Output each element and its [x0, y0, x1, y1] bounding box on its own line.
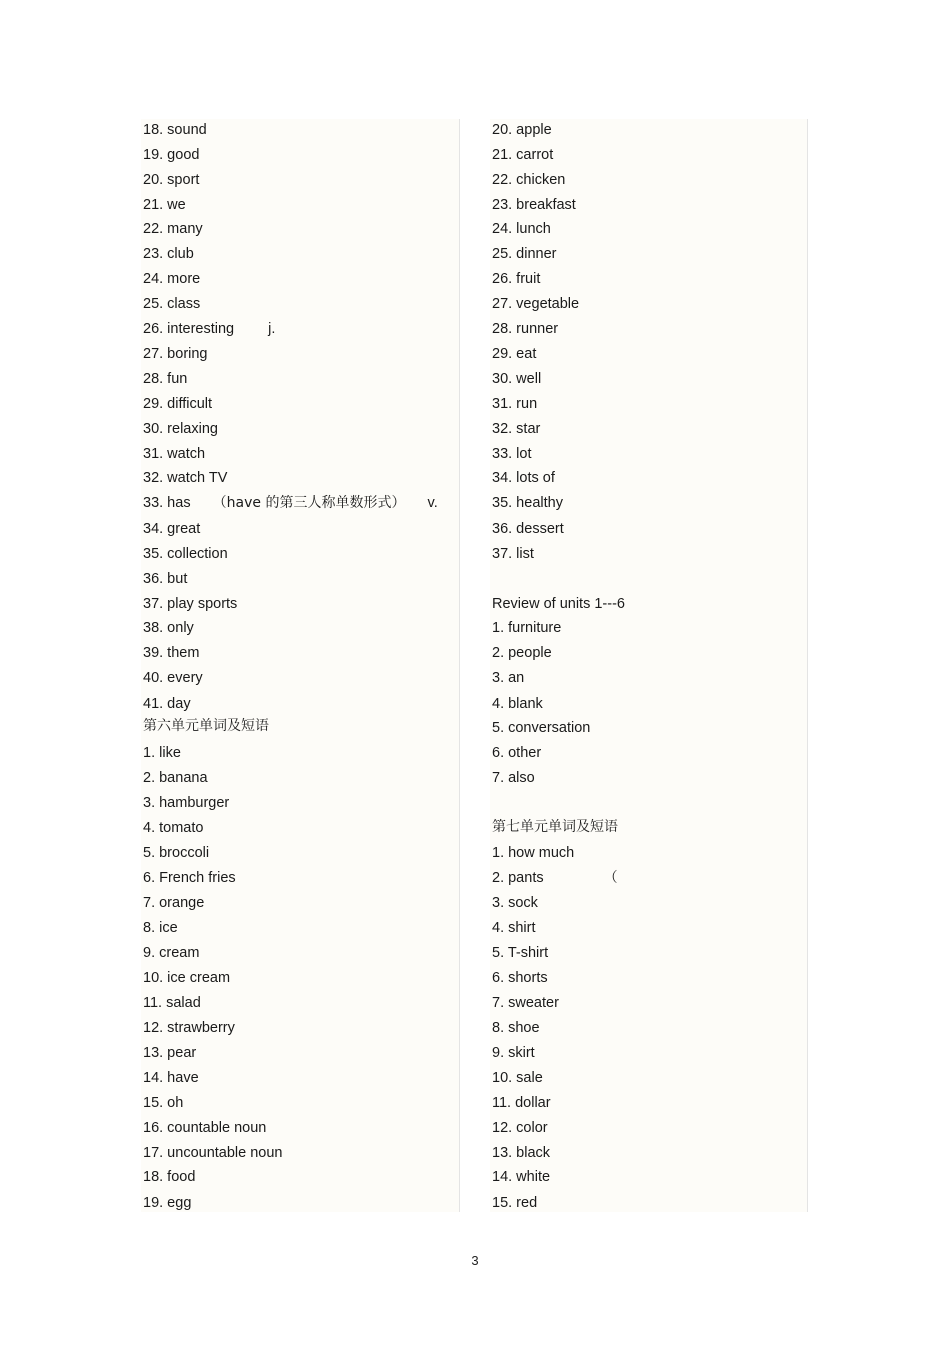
vocab-item: 23. club — [143, 246, 194, 262]
grammar-note: （ — [603, 870, 618, 886]
vocab-item: 41. day — [143, 696, 191, 712]
vocab-item: 27. boring — [143, 346, 208, 362]
vocab-item: 8. ice — [143, 920, 178, 936]
vocab-item: 36. dessert — [492, 521, 564, 537]
vocab-item: 39. them — [143, 645, 200, 661]
vocab-item: 19. egg — [143, 1195, 192, 1211]
vocab-item: 1. like — [143, 745, 181, 761]
vocab-item — [492, 869, 618, 887]
vocab-item: 16. countable noun — [143, 1120, 267, 1136]
vocab-item: 34. lots of — [492, 470, 555, 486]
vocab-item: 23. breakfast — [492, 197, 576, 213]
vocab-item — [143, 494, 438, 512]
vocab-item: 27. vegetable — [492, 296, 580, 312]
vocab-item: 11. dollar — [492, 1095, 551, 1111]
vocab-item: 15. oh — [143, 1095, 184, 1111]
vocab-item: 2. banana — [143, 770, 208, 786]
vocab-item: 5. broccoli — [143, 845, 210, 861]
vocab-word: 2. pants — [492, 870, 544, 886]
vocab-item: 33. lot — [492, 446, 532, 462]
unit-7-heading: 第七单元单词及短语 — [492, 819, 618, 835]
vocab-item: 17. uncountable noun — [143, 1145, 283, 1161]
vocab-item: 14. white — [492, 1169, 551, 1185]
vocab-item: 8. shoe — [492, 1020, 540, 1036]
vocab-item: 22. chicken — [492, 172, 566, 188]
vocab-item: 3. sock — [492, 895, 538, 911]
vocab-item: 34. great — [143, 521, 201, 537]
vocab-item: 5. T-shirt — [492, 945, 549, 961]
vocab-item: 3. hamburger — [143, 795, 230, 811]
unit-6-heading: 第六单元单词及短语 — [143, 718, 269, 734]
vocab-word: 33. has — [143, 495, 191, 511]
vocab-item: 6. shorts — [492, 970, 548, 986]
vocab-item: 19. good — [143, 147, 200, 163]
left-column — [141, 119, 460, 1212]
vocab-item: 31. run — [492, 396, 538, 412]
vocab-item: 7. orange — [143, 895, 205, 911]
vocab-item: 30. well — [492, 371, 542, 387]
vocab-item: 24. more — [143, 271, 201, 287]
vocab-item: 14. have — [143, 1070, 199, 1086]
vocab-item: 32. watch TV — [143, 470, 228, 486]
vocab-item: 3. an — [492, 670, 525, 686]
vocab-item: 24. lunch — [492, 221, 551, 237]
vocab-item: 28. fun — [143, 371, 188, 387]
vocab-item: 7. sweater — [492, 995, 559, 1011]
vocab-item: 32. star — [492, 421, 541, 437]
vocab-item: 37. list — [492, 546, 534, 562]
review-heading: Review of units 1---6 — [492, 596, 625, 612]
vocab-item: 2. people — [492, 645, 552, 661]
vocab-item: 13. black — [492, 1145, 551, 1161]
vocab-item: 21. carrot — [492, 147, 554, 163]
part-of-speech: j. — [268, 321, 276, 337]
vocab-item: 6. French fries — [143, 870, 236, 886]
vocab-item: 9. skirt — [492, 1045, 535, 1061]
vocab-item: 20. sport — [143, 172, 200, 188]
vocab-item: 6. other — [492, 745, 542, 761]
vocab-item — [143, 320, 275, 338]
vocab-item: 21. we — [143, 197, 186, 213]
vocab-item: 40. every — [143, 670, 203, 686]
vocab-item: 38. only — [143, 620, 194, 636]
vocab-item: 29. eat — [492, 346, 537, 362]
right-column — [490, 119, 808, 1212]
vocab-item: 20. apple — [492, 122, 552, 138]
vocab-item: 12. color — [492, 1120, 548, 1136]
vocab-item: 30. relaxing — [143, 421, 218, 437]
vocab-item: 31. watch — [143, 446, 206, 462]
vocab-item: 10. ice cream — [143, 970, 231, 986]
vocab-item: 15. red — [492, 1195, 538, 1211]
vocab-word: 26. interesting — [143, 321, 235, 337]
vocab-item: 12. strawberry — [143, 1020, 235, 1036]
vocab-item: 28. runner — [492, 321, 559, 337]
vocab-item: 18. food — [143, 1169, 196, 1185]
page-number: 3 — [471, 1253, 479, 1268]
vocab-item: 9. cream — [143, 945, 200, 961]
vocab-item: 4. tomato — [143, 820, 204, 836]
vocab-item: 4. shirt — [492, 920, 536, 936]
vocab-item: 35. collection — [143, 546, 228, 562]
vocab-item: 10. sale — [492, 1070, 543, 1086]
vocab-item: 5. conversation — [492, 720, 591, 736]
vocab-item: 35. healthy — [492, 495, 563, 511]
vocab-item: 13. pear — [143, 1045, 197, 1061]
vocab-item: 26. fruit — [492, 271, 541, 287]
vocab-item: 11. salad — [143, 995, 201, 1011]
vocab-item: 36. but — [143, 571, 188, 587]
vocab-item: 18. sound — [143, 122, 207, 138]
vocab-item: 25. class — [143, 296, 201, 312]
vocab-item: 37. play sports — [143, 596, 238, 612]
vocab-item: 29. difficult — [143, 396, 213, 412]
vocab-item: 4. blank — [492, 696, 543, 712]
vocab-item: 1. how much — [492, 845, 575, 861]
grammar-note: （have 的第三人称单数形式） — [212, 495, 406, 511]
part-of-speech: v. — [427, 495, 438, 511]
vocab-item: 25. dinner — [492, 246, 557, 262]
vocab-item: 22. many — [143, 221, 203, 237]
vocab-item: 1. furniture — [492, 620, 562, 636]
vocab-item: 7. also — [492, 770, 535, 786]
